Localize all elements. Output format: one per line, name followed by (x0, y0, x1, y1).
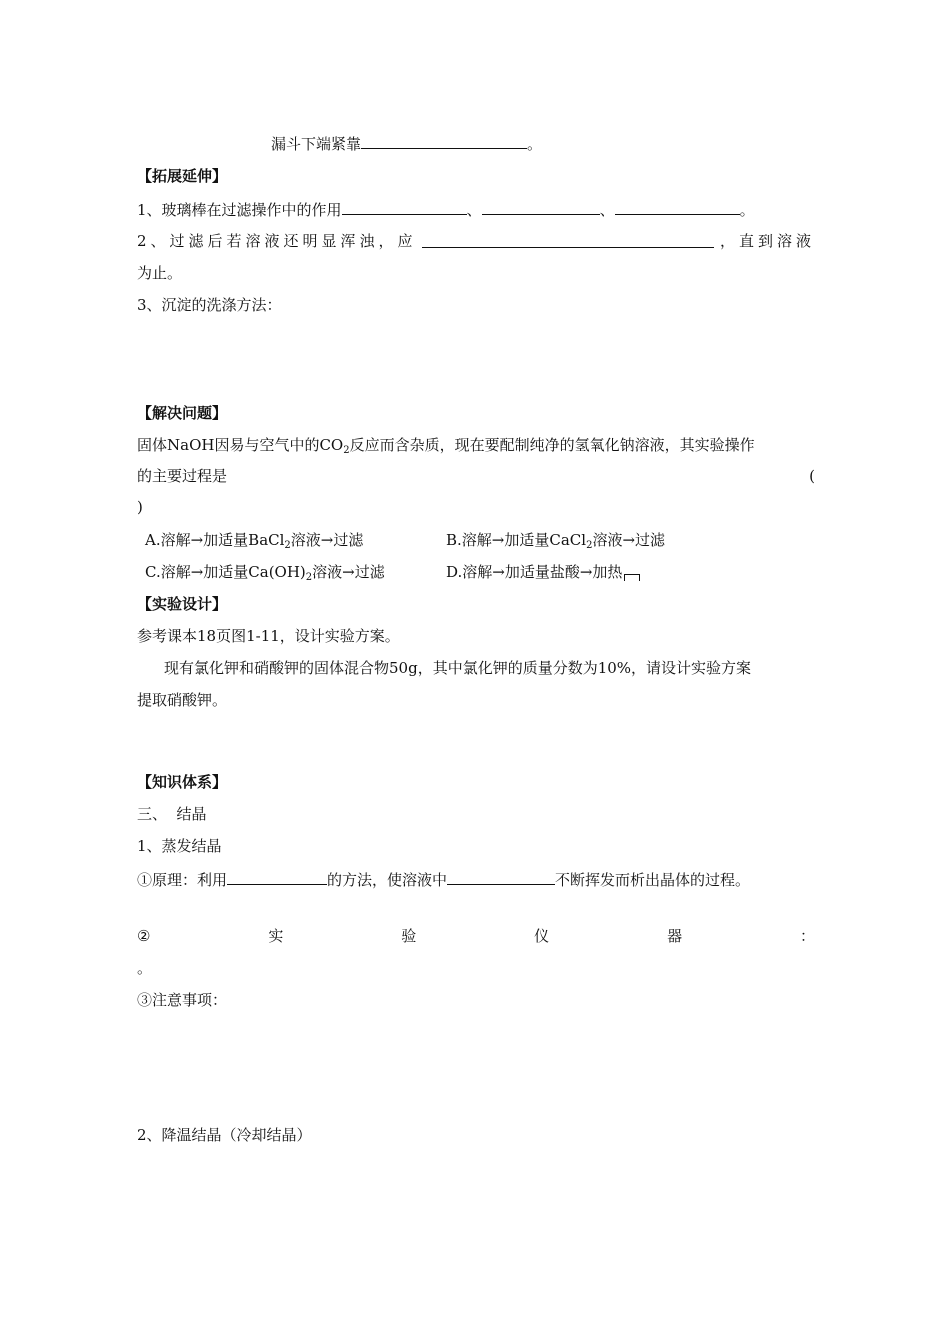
extension-q2-cont: 为止。 (137, 264, 183, 282)
option-c-post: 溶液→过滤 (312, 563, 385, 581)
principle-blank-2[interactable] (447, 870, 555, 885)
problem-text-1-post: 反应而含杂质，现在要配制纯净的氢氧化钠溶液，其实验操作 (349, 436, 755, 454)
option-c-sub: 2 (305, 572, 313, 583)
q1-blank-2[interactable] (482, 200, 600, 215)
extension-q2 (137, 231, 815, 251)
problem-text-2-main: 的主要过程是 (137, 467, 228, 485)
principle-blank-1[interactable] (227, 870, 327, 885)
equip-char-1: 实 (268, 927, 284, 945)
option-d-text: D.溶解→加适量盐酸→加热 (446, 563, 623, 581)
equip-char-3: 仪 (534, 927, 550, 945)
problem-text-1-sub: 2 (343, 445, 350, 456)
knowledge-heading: 【知识体系】 (137, 773, 228, 791)
equip-char-2: 验 (401, 927, 417, 945)
q1-sep-1: 、 (466, 201, 482, 219)
q2-prefix: 2、过滤后若溶液还明显浑浊，应 (137, 232, 417, 250)
answer-paren-close: ) (137, 498, 143, 516)
funnel-line-suffix: 。 (527, 135, 543, 153)
option-a-sub: 2 (284, 540, 291, 551)
q1-sep-2: 、 (599, 201, 615, 219)
notes-line: ③注意事项： (137, 991, 228, 1009)
q2-suffix: ，直到溶液 (719, 232, 815, 250)
option-c[interactable] (145, 562, 385, 588)
q1-suffix: 。 (739, 201, 755, 219)
q1-blank-1[interactable] (342, 200, 467, 215)
option-d[interactable] (446, 562, 640, 582)
design-heading: 【实验设计】 (137, 595, 228, 613)
design-task-2: 提取硝酸钾。 (137, 691, 228, 709)
cooling-title: 2、降温结晶（冷却结晶） (137, 1126, 312, 1144)
funnel-line-prefix: 漏斗下端紧靠 (271, 135, 362, 153)
extension-q3: 3、沉淀的洗涤方法： (137, 296, 282, 314)
principle-mid: 的方法，使溶液中 (327, 871, 448, 889)
extension-q1 (137, 200, 755, 220)
q1-prefix: 1、玻璃棒在过滤操作中的作用 (137, 201, 342, 219)
principle-pre: ①原理：利用 (137, 871, 228, 889)
principle-post: 不断挥发而析出晶体的过程。 (555, 871, 751, 889)
answer-paren-open: ( (809, 467, 815, 485)
option-b-post: 溶液→过滤 (592, 531, 666, 549)
section-crystallization: 三、 结晶 (137, 805, 207, 823)
equipment-line (137, 926, 815, 946)
option-b-sub: 2 (586, 540, 593, 551)
q2-blank[interactable] (422, 233, 714, 248)
option-a-post: 溶液→过滤 (290, 531, 364, 549)
option-a-pre: A.溶解→加适量BaCl (145, 531, 285, 549)
problem-text-1-pre: 固体NaOH因易与空气中的CO (137, 436, 344, 454)
equip-char-5: ： (799, 927, 815, 945)
equipment-end: 。 (137, 959, 153, 977)
option-b-pre: B.溶解→加适量CaCl (446, 531, 587, 549)
extension-heading: 【拓展延伸】 (137, 167, 228, 185)
equip-char-0: ② (137, 927, 151, 945)
funnel-blank[interactable] (361, 134, 527, 149)
equip-char-4: 器 (667, 927, 683, 945)
principle-line (137, 870, 750, 890)
funnel-line (271, 134, 542, 154)
design-ref: 参考课本18页图1-11，设计实验方案。 (137, 627, 400, 645)
design-task-1: 现有氯化钾和硝酸钾的固体混合物50g，其中氯化钾的质量分数为10%，请设计实验方案 (164, 659, 752, 677)
evaporation-title: 1、蒸发结晶 (137, 837, 222, 855)
heat-mark (624, 574, 640, 581)
option-c-pre: C.溶解→加适量Ca(OH) (145, 563, 306, 581)
option-a[interactable] (145, 530, 363, 556)
problem-heading: 【解决问题】 (137, 404, 228, 422)
problem-text-1 (137, 435, 755, 461)
problem-text-2 (137, 466, 815, 486)
q1-blank-3[interactable] (615, 200, 740, 215)
option-b[interactable] (446, 530, 665, 556)
